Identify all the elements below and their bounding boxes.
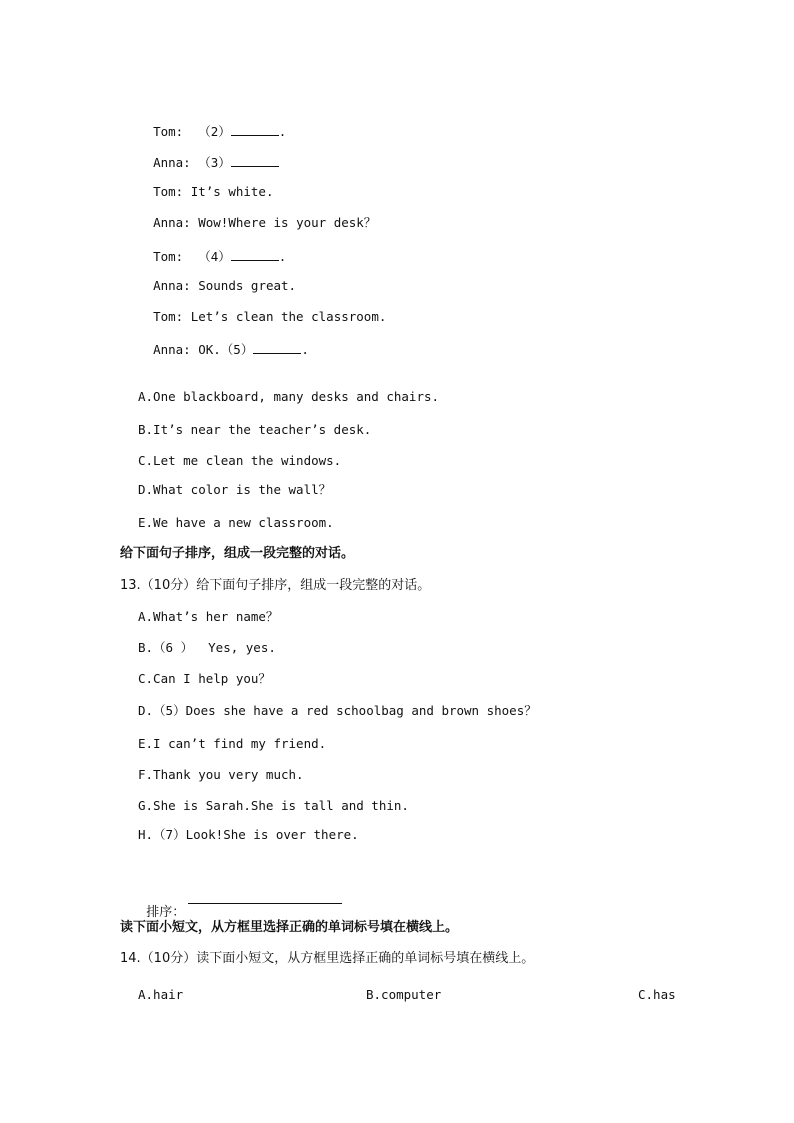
speaker: Anna: <box>153 155 191 170</box>
speaker: Tom: <box>153 309 184 324</box>
answer-blank[interactable] <box>231 247 279 261</box>
dialogue-line: Tom: Let’s clean the classroom. <box>153 309 387 324</box>
section-heading: 读下面小短文，从方框里选择正确的单词标号填在横线上。 <box>120 920 459 935</box>
word-option: C.has <box>638 987 676 1002</box>
list-item: A.What’s her name？ <box>138 609 279 624</box>
dialogue-line: Tom: （2） . <box>153 124 287 139</box>
list-item: F.Thank you very much. <box>138 767 304 782</box>
order-row <box>138 889 185 921</box>
speaker: Tom: <box>153 249 184 264</box>
list-item: E.I can’t find my friend. <box>138 736 327 751</box>
answer-blank[interactable] <box>231 122 279 136</box>
word-option: A.hair <box>138 987 184 1002</box>
order-label: 排序： <box>146 905 186 920</box>
list-item: H.（7）Look!She is over there. <box>138 827 359 842</box>
option-item: B.It’s near the teacher’s desk. <box>138 422 372 437</box>
question-title: 13.（10分）给下面句子排序，组成一段完整的对话。 <box>120 578 431 593</box>
dialogue-line: Anna: Sounds great. <box>153 278 297 293</box>
section-heading: 给下面句子排序，组成一段完整的对话。 <box>120 546 355 561</box>
list-item: B.（6 ） Yes, yes. <box>138 640 276 655</box>
word-option: B.computer <box>366 987 442 1002</box>
dialogue-line: Anna: （3） <box>138 137 279 171</box>
answer-blank[interactable] <box>231 153 279 167</box>
dialogue-line: Tom: It’s white. <box>153 184 274 199</box>
speaker: Anna: <box>153 278 191 293</box>
list-item: D.（5）Does she have a red schoolbag and brown shoes？ <box>138 703 537 718</box>
speaker: Tom: <box>153 124 184 139</box>
dialogue-line: Anna: OK.（5） . <box>153 342 309 357</box>
dialogue-line: Tom: （4） . <box>153 249 287 264</box>
answer-blank[interactable] <box>253 340 301 354</box>
speaker: Anna: <box>153 215 191 230</box>
dialogue-line: Anna: Wow!Where is your desk？ <box>153 215 377 230</box>
option-item: A.One blackboard, many desks and chairs. <box>138 389 440 404</box>
option-item: D.What color is the wall？ <box>138 482 332 497</box>
speaker: Anna: <box>153 342 191 357</box>
option-item: C.Let me clean the windows. <box>138 453 342 468</box>
order-answer-blank[interactable] <box>188 903 342 904</box>
question-title: 14.（10分）读下面小短文，从方框里选择正确的单词标号填在横线上。 <box>120 951 535 966</box>
option-item: E.We have a new classroom. <box>138 515 334 530</box>
speaker: Tom: <box>153 184 184 199</box>
list-item: G.She is Sarah.She is tall and thin. <box>138 798 409 813</box>
list-item: C.Can I help you？ <box>138 671 271 686</box>
